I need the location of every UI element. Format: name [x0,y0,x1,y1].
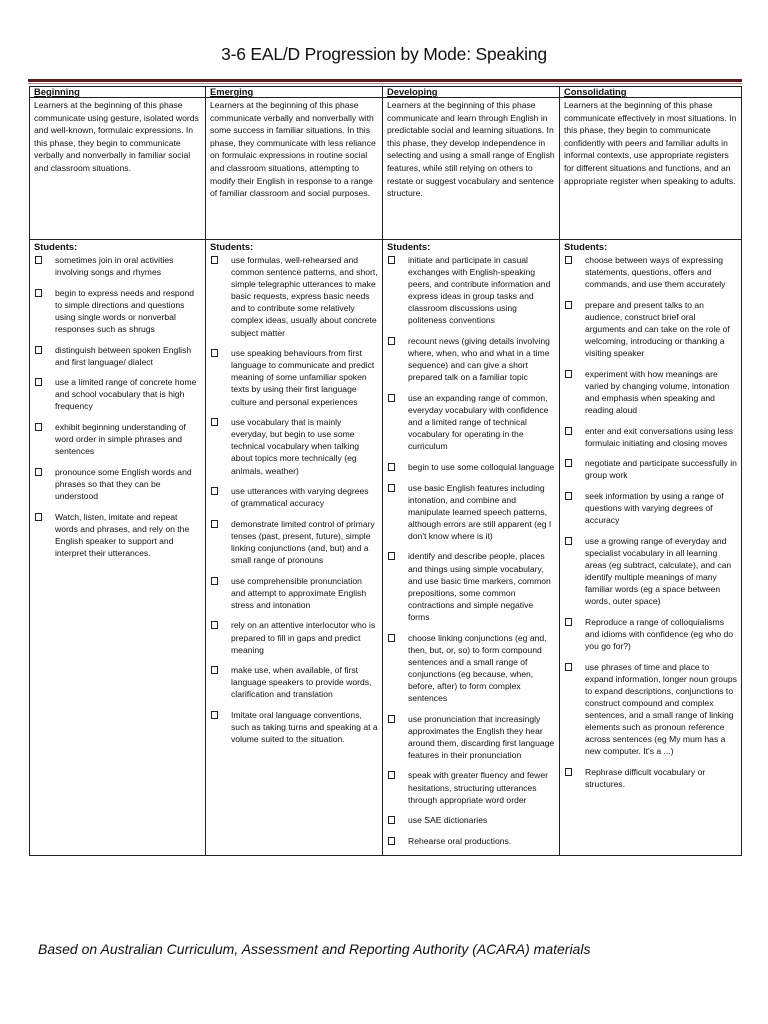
checklist-item-text: use SAE dictionaries [408,815,488,826]
checklist-item [387,482,555,542]
checkbox-icon [211,621,218,629]
checkbox-icon [565,256,572,264]
heading-beginning: Beginning [30,87,206,98]
title-rule-light [28,83,742,84]
checklist-item [34,466,201,502]
checklist [387,254,555,847]
title-rule [28,79,742,82]
checklist-item [210,664,378,700]
intro-consolidating [560,98,742,240]
intro-text: Learners at the beginning of this phase communicate using gesture, isolated words and well-known, formulaic expressions. In this phase, they begin to communicate verbally and nonverbally in familiar social and classroom situations. [34,100,199,173]
checklist [210,254,378,745]
checklist-item-text: use a limited range of concrete home and school vocabulary that is high frequency [55,377,197,412]
checklist-item-text: experiment with how meanings are varied by changing volume, intonation and emphasis when speaking and reading aloud [585,368,730,416]
intro-beginning [30,98,206,240]
header-row [30,87,742,98]
checklist-item-text: use vocabulary that is mainly everyday, but begin to use some technical vocabulary when talking about topics more technically (eg animals, weather) [231,417,360,476]
students-label: Students: [210,241,254,252]
heading-developing: Developing [383,87,560,98]
checkbox-icon [211,711,218,719]
checkbox-icon [388,816,395,824]
checklist-item [210,485,378,509]
checklist-item [210,518,378,566]
checkbox-icon [565,301,572,309]
checklist-item [564,490,737,526]
checkbox-icon [35,289,42,297]
checkbox-icon [35,378,42,386]
checklist-item [210,416,378,476]
checklist-item [387,632,555,705]
checklist-item [210,347,378,407]
checklist-item [564,254,737,290]
checklist-item [387,335,555,383]
students-row [30,240,742,856]
checklist-item [387,814,555,826]
students-label: Students: [34,241,78,252]
checklist-item-text: use pronunciation that increasingly approximates the English they hear around them, discarding first language features in their pronunciation [408,713,555,760]
checklist-item-text: make use, when available, of first language speakers to provide words, clarification and translation [231,665,372,700]
checklist-item-text: enter and exit conversations using less formulaic initiating and closing moves [585,425,734,448]
intro-text: Learners at the beginning of this phase communicate and learn through English in predictable social and learning situations. In this phase, they develop independence in selecting and using a small range of English features, while still relying on others to restate or suggest vocabulary and sentence structure. [387,100,555,199]
checkbox-icon [565,537,572,545]
checklist-item-text: Reproduce a range of colloquialisms and idioms with confidence (eg who do you go for?) [585,616,734,652]
footer-source: Based on Australian Curriculum, Assessment and Reporting Authority (ACARA) materials [38,941,591,957]
checklist-item [387,392,555,452]
checkbox-icon [35,423,42,431]
checkbox-icon [211,577,218,585]
checklist-item [387,769,555,805]
checklist-item [34,376,201,412]
checklist-item [387,835,555,847]
checkbox-icon [565,768,572,776]
intro-text: Learners at the beginning of this phase communicate verbally and nonverbally with some success in familiar situations. In this phase, they communicate with less reliance on formulaic expressions in routine social and classroom situations, attempting to modify their English in response to a range of familiar classroom and social purposes. [210,100,376,199]
checkbox-icon [388,715,395,723]
checklist [564,254,737,790]
checklist-item [34,287,201,335]
checkbox-icon [211,487,218,495]
checklist-item-text: use utterances with varying degrees of grammatical accuracy [231,486,369,509]
checkbox-icon [35,513,42,521]
checklist-item-text: pronounce some English words and phrases so that they can be understood [55,466,192,501]
heading-emerging: Emerging [206,87,383,98]
students-emerging [206,240,383,856]
students-beginning [30,240,206,856]
intro-text: Learners at the beginning of this phase communicate effectively in most situations. In this phase, they begin to communicate confidently with peers and familiar adults in informal contexts, use appropriate registers for different situations and functions, and an appropriate register when speaking to adults. [564,100,737,186]
checkbox-icon [388,634,395,642]
students-label: Students: [564,241,608,252]
checklist-item-text: use an expanding range of common, everyday vocabulary with confidence and a limited range of technical vocabulary for operating in the curriculum [408,392,549,452]
checklist-item-text: exhibit beginning understanding of word order in simple phrases and sentences [55,422,186,457]
checklist [34,254,201,559]
checklist-item-text: recount news (giving details involving where, when, who and what in a time sequence) and can give a short prepared talk on a familiar topic [408,336,550,383]
checkbox-icon [388,484,395,492]
checklist-item-text: sometimes join in oral activities involving songs and rhymes [55,255,174,278]
checklist-item [387,550,555,623]
checkbox-icon [388,394,395,402]
checklist-item-text: prepare and present talks to an audience, construct brief oral arguments and can take on the role of welcoming, introducing or thanking a visiting speaker [585,299,730,359]
checklist-item-text: use speaking behaviours from first language to communicate and predict meaning of some unfamiliar spoken texts by using their first language culture and personal experiences [231,348,375,407]
intro-developing [383,98,560,240]
checklist-item-text: speak with greater fluency and fewer hesitations, structuring utterances through appropriate word order [408,770,548,805]
checklist-item [210,575,378,611]
checklist-item [210,619,378,655]
checklist-item [564,368,737,416]
checkbox-icon [211,418,218,426]
students-consolidating [560,240,742,856]
checklist-item-text: initiate and participate in casual exchanges with English-speaking peers, and contribute information and express ideas in group tasks and classroom discussions using politeness conventions [408,255,551,326]
checklist-item [210,709,378,745]
intro-emerging [206,98,383,240]
checklist-item-text: Rehearse oral productions. [408,835,512,846]
checklist-item-text: demonstrate limited control of primary tenses (past, present, future), simple linking conjunctions (and, but) and a small range of pronouns [231,518,375,566]
checkbox-icon [211,666,218,674]
checkbox-icon [565,492,572,500]
checkbox-icon [211,256,218,264]
checkbox-icon [211,520,218,528]
checklist-item-text: Rephrase difficult vocabulary or structures. [585,766,706,789]
students-label: Students: [387,241,431,252]
checklist-item-text: use basic English features including intonation, and combine and manipulate learned speech patterns, although errors are still apparent (eg I don't know where is it) [408,482,552,541]
checkbox-icon [565,370,572,378]
checklist-item [34,511,201,559]
students-developing [383,240,560,856]
page-title: 3-6 EAL/D Progression by Mode: Speaking [221,44,547,64]
checklist-item-text: rely on an attentive interlocutor who is prepared to fill in gaps and predict meaning [231,620,376,655]
checkbox-icon [388,837,395,845]
checklist-item [564,425,737,449]
progression-table [29,86,742,856]
checkbox-icon [35,468,42,476]
heading-consolidating: Consolidating [560,87,742,98]
checklist-item-text: use formulas, well-rehearsed and common sentence patterns, and short, simple telegraphic utterances to make basic requests, express basic needs and to contribute some relatively complex ideas, usually about concrete subject matter [231,255,378,338]
checklist-item [564,535,737,608]
checkbox-icon [388,552,395,560]
checklist-item-text: identify and describe people, places and things using simple vocabulary, and use basic time markers, common prepositions, some common contractions and simple negative forms [408,551,551,622]
checkbox-icon [211,349,218,357]
checkbox-icon [35,256,42,264]
checklist-item [564,299,737,359]
checklist-item-text: begin to use some colloquial language [408,461,555,472]
checklist-item [564,457,737,481]
checkbox-icon [388,256,395,264]
checklist-item [210,254,378,339]
checklist-item [564,661,737,758]
checklist-item-text: begin to express needs and respond to simple directions and questions using single words or nonverbal responses such as shrugs [55,287,195,334]
checklist-item-text: use a growing range of everyday and specialist vocabulary in all learning areas (eg subtract, calculate), and can identify multiple meanings of many familiar words (eg a space between words, outer space) [585,535,732,607]
checkbox-icon [388,337,395,345]
checklist-item-text: Imitate oral language conventions, such as taking turns and speaking at a volume suited to the situation. [231,710,378,745]
checklist-item [564,616,737,652]
checklist-item [387,713,555,761]
checklist-item [34,421,201,457]
checklist-item-text: negotiate and participate successfully in group work [585,458,737,481]
checklist-item-text: Watch, listen, imitate and repeat words and phrases, and rely on the English speaker to support and interpret their utterances. [55,511,190,558]
checklist-item [387,461,555,473]
checklist-item-text: use phrases of time and place to expand information, longer noun groups to expand descriptions, conjunctions to construct compound and complex sentences, and a small range of linking elements such as pronoun reference across sentences (eg My mum has a new computer. It's a ...) [585,661,737,757]
checklist-item [564,766,737,790]
checklist-item-text: distinguish between spoken English and first language/ dialect [55,344,192,367]
checkbox-icon [565,459,572,467]
checklist-item-text: use comprehensible pronunciation and attempt to approximate English stress and intonation [231,575,367,610]
checklist-item [34,254,201,278]
checklist-item [387,254,555,327]
checklist-item-text: choose linking conjunctions (eg and, then, but, or, so) to form compound sentences and a small range of conjunctions (eg because, when, before, after) to form complex sentences [408,632,547,703]
checkbox-icon [388,463,395,471]
checklist-item [34,344,201,368]
intro-row [30,98,742,240]
checklist-item-text: seek information by using a range of questions with varying degrees of accuracy [585,491,724,526]
checkbox-icon [388,771,395,779]
checklist-item-text: choose between ways of expressing statements, questions, offers and commands, and use them accurately [585,255,726,290]
checkbox-icon [565,663,572,671]
checkbox-icon [35,346,42,354]
checkbox-icon [565,427,572,435]
checkbox-icon [565,618,572,626]
